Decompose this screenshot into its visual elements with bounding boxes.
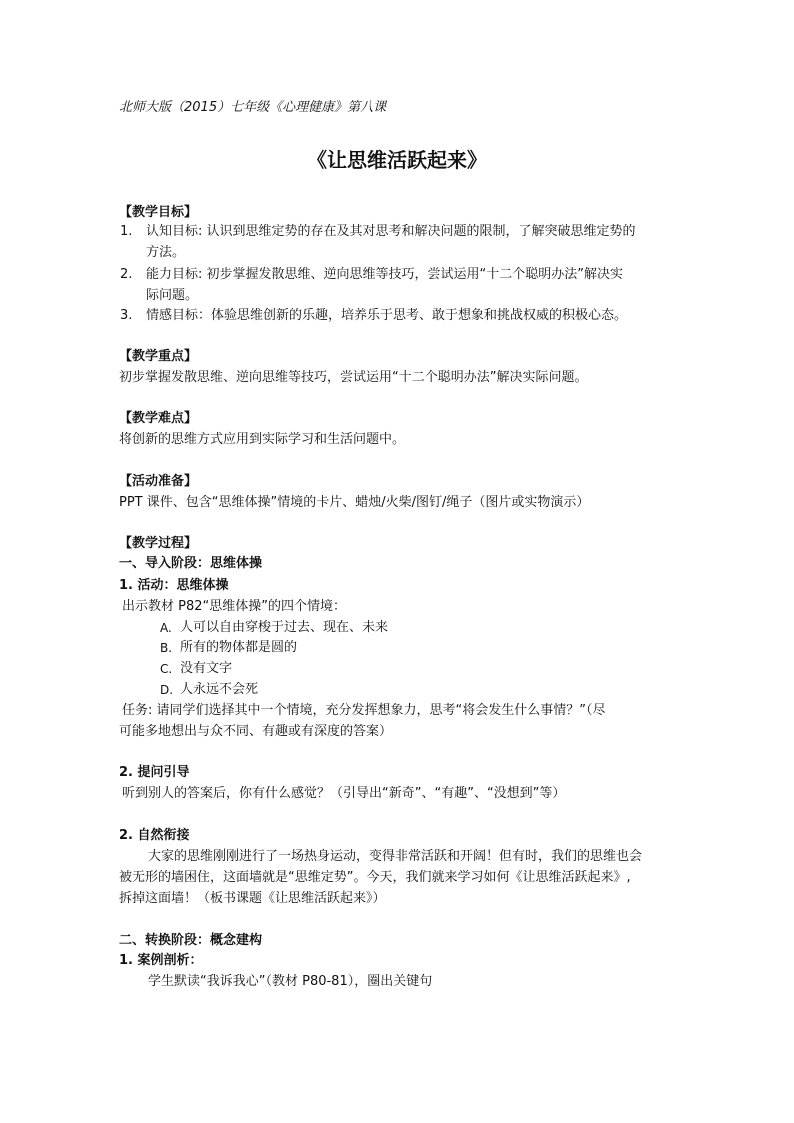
transition-heading: 2. 自然衔接 xyxy=(119,828,190,843)
prep-heading: 【活动准备】 xyxy=(119,474,198,489)
process-heading: 【教学过程】 xyxy=(119,536,198,551)
goal-item-line: 际问题。 xyxy=(146,288,199,303)
option-label: D. xyxy=(160,683,174,697)
document-header: 北师大版（2015）七年级《心理健康》第八课 xyxy=(119,100,387,115)
goal-item-line: 情感目标：体验思维创新的乐趣，培养乐于思考、敢于想象和挑战权威的积极心态。 xyxy=(146,308,628,323)
task-text: 任务: 请同学们选择其中一个情境，充分发挥想象力，思考“将会发生什么事情？”（尽 xyxy=(122,703,606,718)
stage-two-heading: 二、转换阶段：概念建构 xyxy=(119,933,263,948)
activity-intro: 出示教材 P82“思维体操”的四个情境： xyxy=(122,599,346,614)
goal-number: 1. xyxy=(120,224,133,239)
goal-item-line: 方法。 xyxy=(146,245,186,260)
document-title: 《让思维活跃起来》 xyxy=(307,148,487,172)
goal-item-line: 能力目标: 初步掌握发散思维、逆向思维等技巧，尝试运用“十二个聪明办法”解决实 xyxy=(146,267,623,282)
difficulties-heading: 【教学难点】 xyxy=(119,411,198,426)
prep-text: PPT 课件、包含“思维体操”情境的卡片、蜡烛/火柴/图钉/绳子（图片或实物演示） xyxy=(119,495,590,510)
goal-number: 3. xyxy=(120,308,133,323)
goals-heading: 【教学目标】 xyxy=(119,205,198,220)
goal-item-line: 认知目标: 认识到思维定势的存在及其对思考和解决问题的限制，了解突破思维定势的 xyxy=(146,224,636,239)
question-heading: 2. 提问引导 xyxy=(119,765,190,780)
option-text: 所有的物体都是圆的 xyxy=(180,640,298,655)
option-text: 人可以自由穿梭于过去、现在、未来 xyxy=(180,620,389,635)
activity-heading: 1. 活动：思维体操 xyxy=(119,578,229,593)
option-label: A. xyxy=(160,621,172,635)
option-text: 人永远不会死 xyxy=(180,682,259,697)
transition-text: 被无形的墙困住，这面墙就是“思维定势”。今天，我们就来学习如何《让思维活跃起来》, xyxy=(119,870,631,885)
option-text: 没有文字 xyxy=(180,661,233,676)
case-heading: 1. 案例剖析： xyxy=(119,953,203,968)
goal-number: 2. xyxy=(120,267,133,282)
stage-one-heading: 一、导入阶段：思维体操 xyxy=(119,556,263,571)
option-label: B. xyxy=(160,641,173,655)
difficulties-text: 将创新的思维方式应用到实际学习和生活问题中。 xyxy=(119,432,406,447)
key-points-heading: 【教学重点】 xyxy=(119,349,198,364)
key-points-text: 初步掌握发散思维、逆向思维等技巧，尝试运用“十二个聪明办法”解决实际问题。 xyxy=(119,370,588,385)
question-text: 听到别人的答案后，你有什么感觉？（引导出“新奇”、“有趣”、“没想到”等） xyxy=(122,786,566,801)
task-text: 可能多地想出与众不同、有趣或有深度的答案） xyxy=(119,724,393,739)
case-text: 学生默读“我诉我心”（教材 P80-81），圈出关键句 xyxy=(148,974,433,989)
transition-text: 大家的思维刚刚进行了一场热身运动，变得非常活跃和开阔！但有时，我们的思维也会 xyxy=(148,849,643,864)
option-label: C. xyxy=(160,662,173,676)
transition-text: 拆掉这面墙！（板书课题《让思维活跃起来》） xyxy=(119,891,386,906)
